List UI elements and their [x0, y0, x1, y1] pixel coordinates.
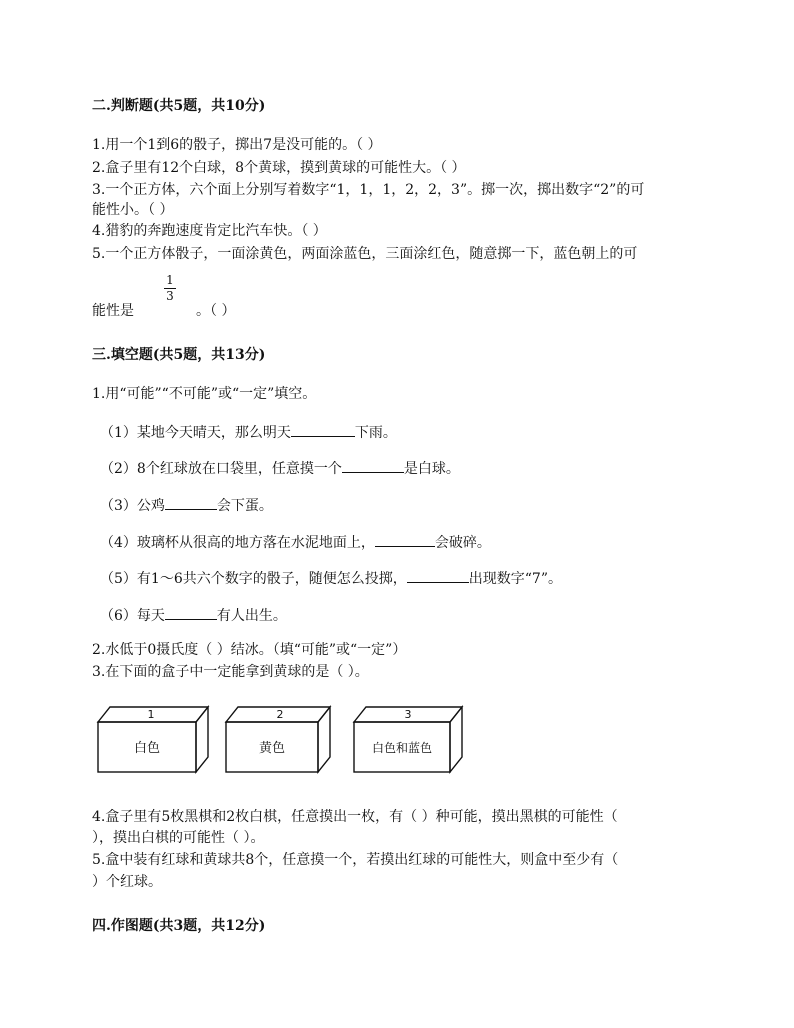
- section-2-question-2: 2.盒子里有12个白球，8个黄球，摸到黄球的可能性大。（ ）: [92, 160, 466, 176]
- fill-item-text: 8个红球放在口袋里，任意摸一个: [136, 461, 342, 477]
- answer-blank[interactable]: [375, 532, 435, 547]
- fraction-numerator: 1: [166, 273, 174, 287]
- section-3-question-1-intro: 1.用“可能”“不可能”或“一定”填空。: [92, 386, 317, 402]
- box-3-number: 3: [404, 708, 412, 721]
- fill-item-text: 下雨。: [354, 425, 397, 441]
- fill-item-number: （1）: [100, 425, 137, 441]
- box-3-label: 白色和蓝色: [371, 741, 433, 755]
- fill-item-number: （4）: [100, 535, 137, 551]
- fill-item-text: 有1～6共六个数字的骰子，随便怎么投掷，: [136, 571, 407, 587]
- section-2-question-3-line-2: 能性小。（ ）: [92, 202, 174, 218]
- fraction-denominator: 3: [166, 289, 174, 303]
- boxes-figure: [90, 700, 470, 778]
- section-2-question-1: 1.用一个1到6的骰子，掷出7是没可能的。（ ）: [92, 137, 382, 153]
- fill-item-text: 出现数字“7”。: [468, 571, 562, 587]
- answer-blank[interactable]: [165, 495, 217, 510]
- fill-item-text: 玻璃杯从很高的地方落在水泥地面上，: [136, 535, 375, 551]
- fill-item-5: [100, 568, 562, 588]
- answer-blank[interactable]: [291, 422, 355, 437]
- box-2-label: 黄色: [258, 741, 286, 756]
- section-3-question-5-line-2: ）个红球。: [92, 874, 162, 890]
- section-3-question-3: 3.在下面的盒子中一定能拿到黄球的是（ ）。: [92, 664, 369, 680]
- section-3-question-4-line-1: 4.盒子里有5枚黑棋和2枚白棋，任意摸出一枚，有（ ）种可能，摸出黑棋的可能性（: [92, 809, 618, 825]
- fill-item-text: 公鸡: [136, 498, 165, 514]
- fill-item-number: （3）: [100, 498, 137, 514]
- fill-item-3: [100, 495, 273, 515]
- section-2-question-4: 4.猎豹的奔跑速度肯定比汽车快。（ ）: [92, 223, 327, 239]
- section-2-title: 二.判断题(共5题，共10分): [92, 98, 266, 114]
- box-1-number: 1: [147, 708, 155, 721]
- box-1-label: 白色: [133, 741, 161, 756]
- section-2-question-5-suffix: 。（ ）: [196, 303, 236, 319]
- section-4-title: 四.作图题(共3题，共12分): [92, 918, 266, 934]
- fill-item-6: [100, 605, 287, 625]
- fill-item-number: （2）: [100, 461, 137, 477]
- section-2-question-3-line-1: 3.一个正方体，六个面上分别写着数字“1，1，1，2，2，3”。掷一次，掷出数字“2”的可: [92, 182, 645, 198]
- fill-item-number: （6）: [100, 608, 137, 624]
- section-3-title: 三.填空题(共5题，共13分): [92, 347, 266, 363]
- fill-item-2: [100, 458, 460, 478]
- section-3-question-2: 2.水低于0摄氏度（ ）结冰。（填“可能”或“一定”）: [92, 642, 407, 658]
- fill-item-4: [100, 532, 491, 552]
- section-2-question-5-line-1: 5.一个正方体骰子，一面涂黄色，两面涂蓝色，三面涂红色，随意掷一下，蓝色朝上的可: [92, 246, 638, 262]
- section-2-question-5-prefix: 能性是: [92, 303, 134, 319]
- fill-item-1: [100, 422, 397, 442]
- fill-item-text: 有人出生。: [216, 608, 287, 624]
- fill-item-text: 某地今天晴天，那么明天: [136, 425, 291, 441]
- fill-item-number: （5）: [100, 571, 137, 587]
- answer-blank[interactable]: [407, 568, 469, 583]
- fraction-one-third: [164, 274, 176, 303]
- box-2-number: 2: [276, 708, 284, 721]
- fill-item-text: 会破碎。: [434, 535, 491, 551]
- fill-item-text: 会下蛋。: [216, 498, 273, 514]
- section-3-question-5-line-1: 5.盒中装有红球和黄球共8个，任意摸一个，若摸出红球的可能性大，则盒中至少有（: [92, 852, 619, 868]
- answer-blank[interactable]: [165, 605, 217, 620]
- section-3-question-4-line-2: ），摸出白棋的可能性（ ）。: [92, 830, 265, 846]
- fill-item-text: 是白球。: [403, 461, 460, 477]
- fill-item-text: 每天: [136, 608, 165, 624]
- answer-blank[interactable]: [342, 458, 404, 473]
